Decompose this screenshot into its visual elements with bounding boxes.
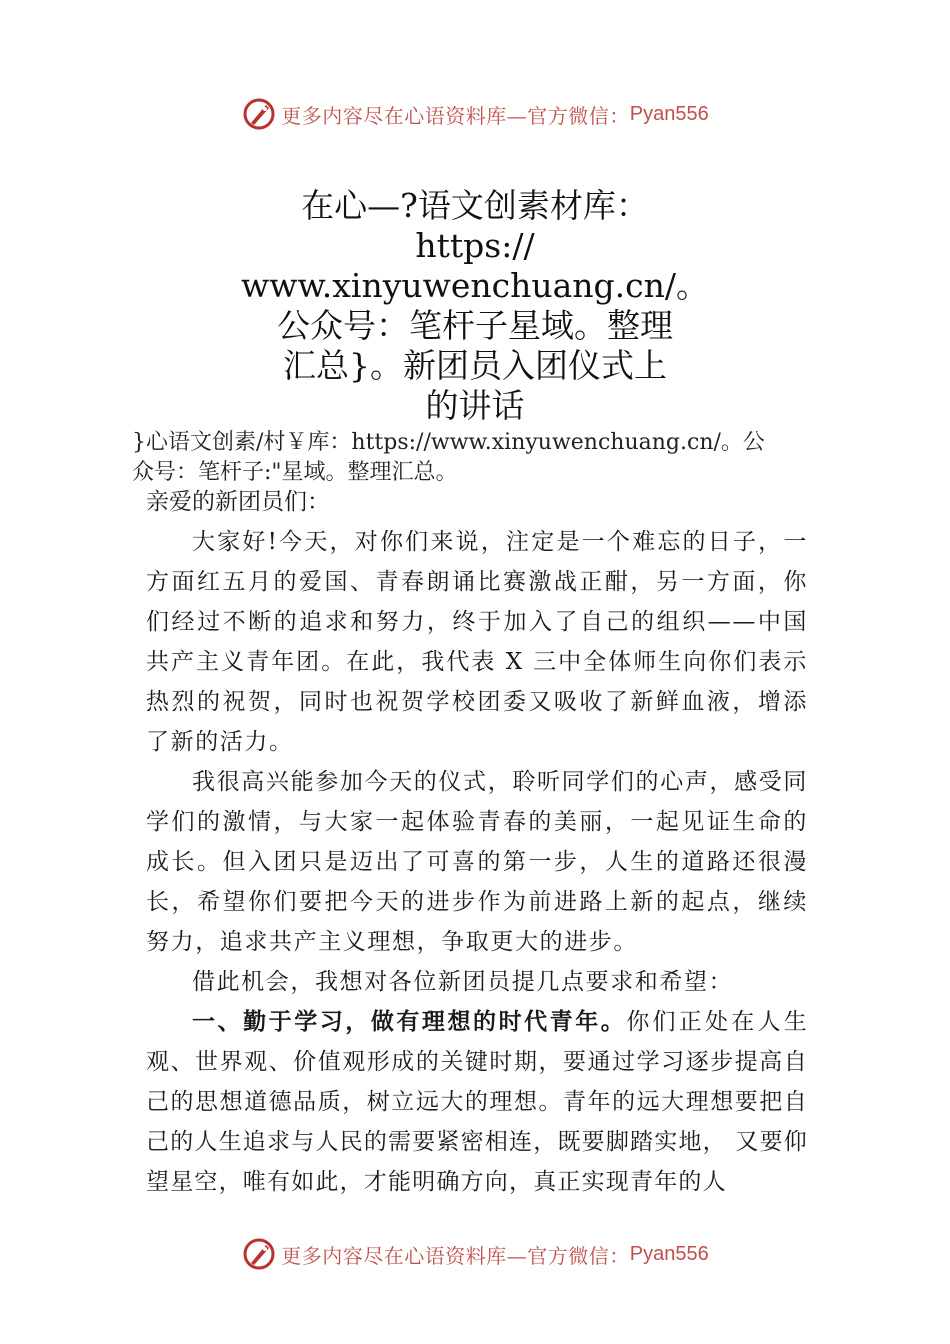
footer-banner <box>0 1232 950 1276</box>
paragraph: 我很高兴能参加今天的仪式，聆听同学们的心声，感受同学们的激情，与大家一起体验青春的美丽，一起见证生命的成长。但入团只是迈出了可喜的第一步，人生的道路还很漫长，希望你们要把今天的进步作为前进路上新的起点，继续努力，追求共产主义理想，争取更大的进步。 <box>146 769 808 955</box>
source-line: 众号：笔杆子:"星域。整理汇总。 <box>132 460 458 485</box>
speech-body <box>146 482 808 1202</box>
title-line: 在心—?语文创素材库： <box>301 186 649 225</box>
header-banner <box>0 92 950 136</box>
point-one-paragraph <box>146 1002 808 1202</box>
quill-logo-icon <box>241 1236 277 1272</box>
title-line: https:// <box>415 226 535 265</box>
point-one-heading: 一、勤于学习，做有理想的时代青年。 <box>192 1009 627 1035</box>
title-line: 的讲话 <box>425 386 525 425</box>
paragraph: 大家好!今天，对你们来说，注定是一个难忘的日子，一方面红五月的爱国、青春朗诵比赛激战正酣，另一方面，你们经过不断的追求和努力，终于加入了自己的组织——中国共产主义青年团。在此，我代表 X 三中全体师生向你们表示热烈的祝贺，同时也祝贺学校团委又吸收了新鲜血液，增添了新的活力。 <box>146 529 808 755</box>
title-line: 汇总}。新团员入团仪式上 <box>283 346 667 385</box>
source-note <box>132 428 832 488</box>
quill-logo-icon <box>241 96 277 132</box>
paragraph: 借此机会，我想对各位新团员提几点要求和希望： <box>192 969 734 995</box>
banner-wechat-id: Pyan556 <box>629 1242 709 1265</box>
source-line: }心语文创素/村￥库：https://www.xinyuwenchuang.cn/。公 <box>132 430 765 455</box>
greeting: 亲爱的新团员们： <box>146 489 330 515</box>
title-line: 公众号：笔杆子星域。整理 <box>277 306 673 345</box>
title-line: www.xinyuwenchuang.cn/。 <box>240 266 710 305</box>
banner-wechat-id: Pyan556 <box>629 102 709 125</box>
banner-text: 更多内容尽在心语资料库—官方微信： <box>281 1243 630 1268</box>
document-title <box>150 186 800 426</box>
point-one-text: 你们正处在人生观、世界观、价值观形成的关键时期，要通过学习逐步提高自己的思想道德品质，树立远大的理想。青年的远大理想要把自己的人生追求与人民的需要紧密相连，既要脚踏实地， 又要仰望星空，唯有如此，才能明确方向，真正实现青年的人 <box>146 1009 808 1195</box>
banner-text: 更多内容尽在心语资料库—官方微信： <box>281 103 630 128</box>
